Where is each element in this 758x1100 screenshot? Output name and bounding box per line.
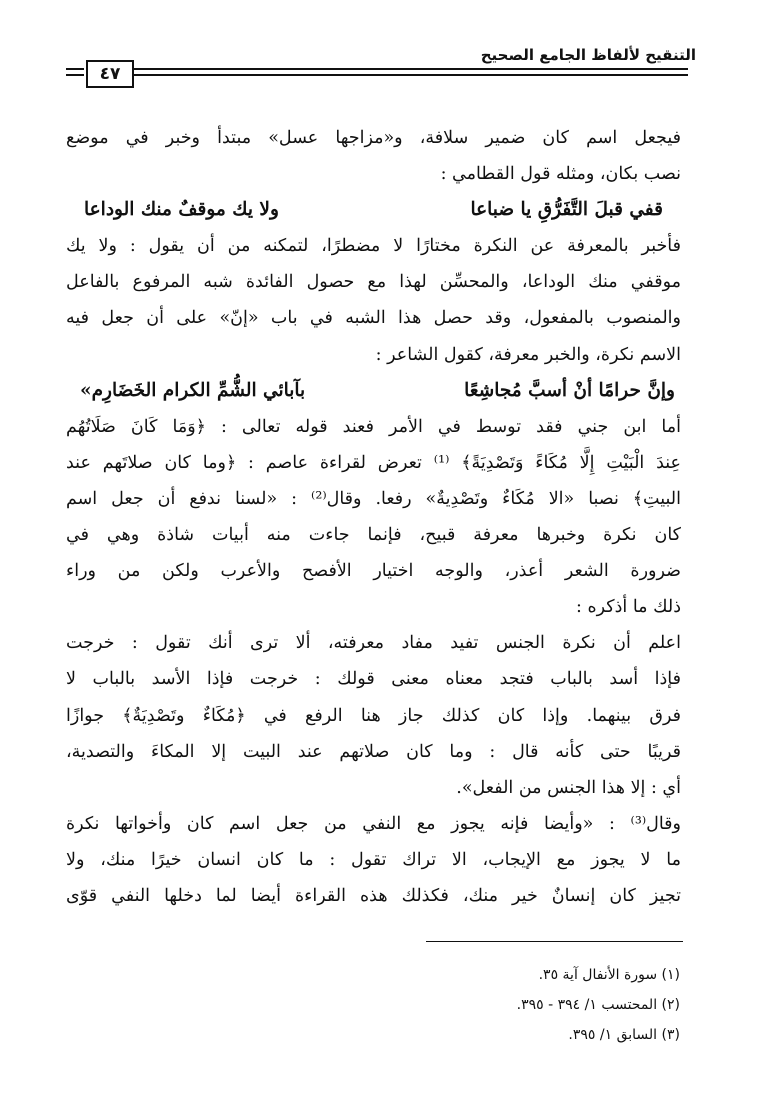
header-rule-left-bottom [66,74,84,76]
text-line: فأخبر بالمعرفة عن النكرة مختارًا لا مضطرًا، لتمكنه من أن يقول : ولا يك [66,236,681,257]
main-text [66,120,681,914]
footnote: (٣) السابق ١/ ٣٩٥. [568,1027,680,1043]
text-line: أما ابن جني فقد توسط في الأمر فعند قوله تعالى : ﴿وَمَا كَانَ صَلَاتُهُم [66,416,681,437]
verse-first-hemistich: قفي قبلَ التَّفَرُّقِ يا ضباعا [470,199,663,221]
text-line: اعلم أن نكرة الجنس تفيد مفاد معرفته، ألا ترى أنك تقول : خرجت [66,633,681,654]
verse-second-hemistich: ولا يك موقفٌ منك الوداعا [84,199,279,221]
footnote-separator [426,941,683,942]
text-line: الاسم نكرة، والخبر معرفة، كقول الشاعر : [375,344,681,365]
text-line: قريبًا حتى كأنه قال : وما كان صلاتهم عند البيت إلا المكاءَ والتصدية، [66,741,681,762]
text-line: ذلك ما أذكره : [576,597,681,618]
text-line: فرق بينهما. وإذا كان كذلك جاز هنا الرفع في ﴿مُكَاءٌ وتَصْدِيَةٌ﴾ جوازًا [66,705,681,726]
header-rule-bottom [132,74,688,76]
footnote: (٢) المحتسب ١/ ٣٩٤ - ٣٩٥. [516,997,680,1013]
text-line: والمنصوب بالمفعول، وقد حصل هذا الشبه في باب «إنّ» على أن جعل فيه [66,308,681,329]
page-number: ٤٧ [86,60,134,88]
text-line: فيجعل اسم كان ضمير سلافة، و«مزاجها عسل» مبتدأ وخبر في موضع [66,128,681,148]
header-rule-left-top [66,68,84,70]
text-line: نصب بكان، ومثله قول القطامي : [440,164,681,185]
running-header-title: التنقيح لألفاظ الجامع الصحيح [480,46,696,64]
footnote: (١) سورة الأنفال آية ٣٥. [538,967,680,983]
text-line: أي : إلا هذا الجنس من الفعل». [456,777,681,798]
text-line: ضرورة الشعر أعذر، والوجه اختيار الأفصح والأعرب ولكن من وراء [66,561,681,582]
text-line: موقفي منك الوداعا، والمحسِّن لهذا مع حصول الفائدة شبه المرفوع بالفاعل [66,272,681,293]
verse-second-hemistich: بآبائي الشُّمِّ الكرام الخَضَارِم» [80,379,306,401]
text-line: وقال⁽³⁾ : «وأيضا فإنه يجوز مع النفي من جعل اسم كان وأخواتها نكرة [66,813,681,834]
footnotes [517,960,680,1050]
text-line: تجيز كان إنسانٌ خير منك، فكذلك هذه القراءة أيضا لما دخلها النفي قوّى [66,885,681,906]
text-line: البيتِ﴾ نصبا «الا مُكَاءٌ وتَصْدِيةٌ» رفعا. وقال⁽²⁾ : «لسنا ندفع أن جعل اسم [66,488,681,509]
header-rule-top [132,68,688,70]
text-line: عِندَ الْبَيْتِ إِلَّا مُكَاءً وَتَصْدِيَةً﴾ ⁽¹⁾ تعرض لقراءة عاصم : ﴿وما كان صلاتَهم عند [66,452,681,473]
text-line: كان نكرة وخبرها معرفة قبيح، فإنما جاءت منه أبيات شاذة وهي في [66,525,681,546]
poetry-verse [66,373,681,409]
poetry-verse [66,192,681,228]
text-line: فإذا أسد بالباب فتجد معناه معنى قولك : خرجت فإذا الأسد بالباب لا [66,669,681,690]
text-line: ما لا يجوز مع الإيجاب، الا تراك تقول : ما كان انسان خيرًا منك، ولا [66,849,681,870]
verse-first-hemistich: وإنَّ حرامًا أنْ أسبَّ مُجاشِعًا [464,379,675,401]
